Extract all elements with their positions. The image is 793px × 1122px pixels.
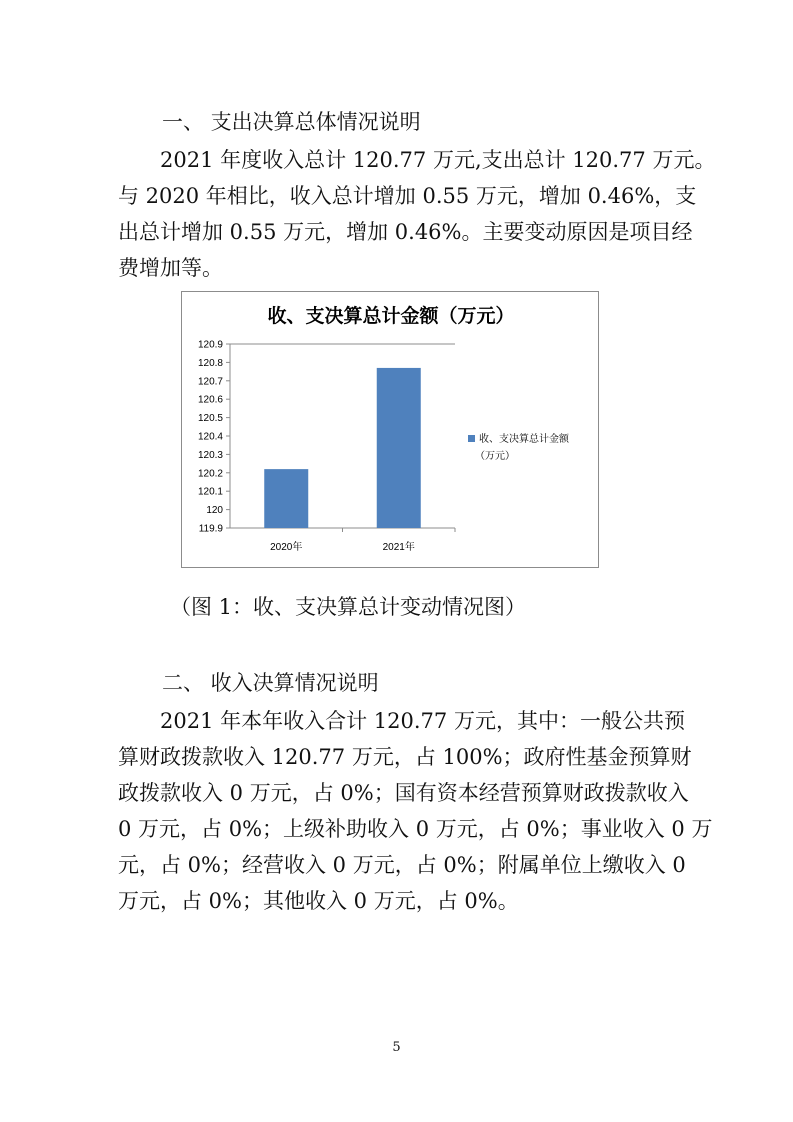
chart-x-tick-label: 2020年 [270,542,303,553]
section2-line-1: 2021 年本年收入合计 120.77 万元，其中：一般公共预 [160,709,685,733]
chart-title: 收、支决算总计金额（万元） [267,306,515,327]
chart-y-tick-label: 120.9 [197,339,223,351]
section2-line-4: 0 万元，占 0%；上级补助收入 0 万元，占 0%；事业收入 0 万 [118,817,713,841]
figure-caption: （图 1：收、支决算总计变动情况图） [170,595,527,619]
chart-legend-swatch [468,435,475,442]
chart-legend-label-line-1: 收、支决算总计金额 [479,434,569,445]
section1-heading: 一、 支出决算总体情况说明 [162,110,421,134]
chart-legend-label-line-2: （万元） [475,451,515,462]
section2-line-5: 元，占 0%；经营收入 0 万元，占 0%；附属单位上缴收入 0 [118,853,686,877]
chart-x-tick-label: 2021年 [382,542,415,553]
section2-heading: 二、 收入决算情况说明 [162,671,379,695]
section1-paragraph [118,142,716,286]
chart-y-tick-label: 120.5 [197,413,223,425]
chart-y-tick-label: 120.6 [197,394,223,406]
section2-paragraph [118,703,713,919]
section1-line-4: 费增加等。 [118,256,223,280]
section1-line-3: 出总计增加 0.55 万元，增加 0.46%。主要变动原因是项目经 [118,220,693,244]
chart-y-tick-label: 120.1 [197,486,223,498]
income-expense-chart [181,291,599,568]
chart-y-tick-label: 120.8 [197,357,223,369]
section1-line-1: 2021 年度收入总计 120.77 万元,支出总计 120.77 万元。 [160,148,716,172]
chart-y-tick-label: 120 [206,505,223,517]
section2-line-6: 万元，占 0%；其他收入 0 万元，占 0%。 [118,889,519,913]
chart-bar [377,368,421,528]
page-number: 5 [392,1040,401,1055]
chart-y-tick-label: 120.2 [197,468,223,480]
section1-line-2: 与 2020 年相比，收入总计增加 0.55 万元，增加 0.46%，支 [118,184,697,208]
chart-canvas [182,292,600,569]
chart-y-tick-label: 119.9 [198,523,223,535]
chart-y-tick-label: 120.4 [197,431,223,443]
chart-bar [264,469,308,528]
chart-y-tick-label: 120.7 [197,376,223,388]
section2-line-3: 政拨款收入 0 万元，占 0%；国有资本经营预算财政拨款收入 [118,781,689,805]
section2-line-2: 算财政拨款收入 120.77 万元，占 100%；政府性基金预算财 [118,745,692,769]
chart-y-tick-label: 120.3 [197,449,223,461]
